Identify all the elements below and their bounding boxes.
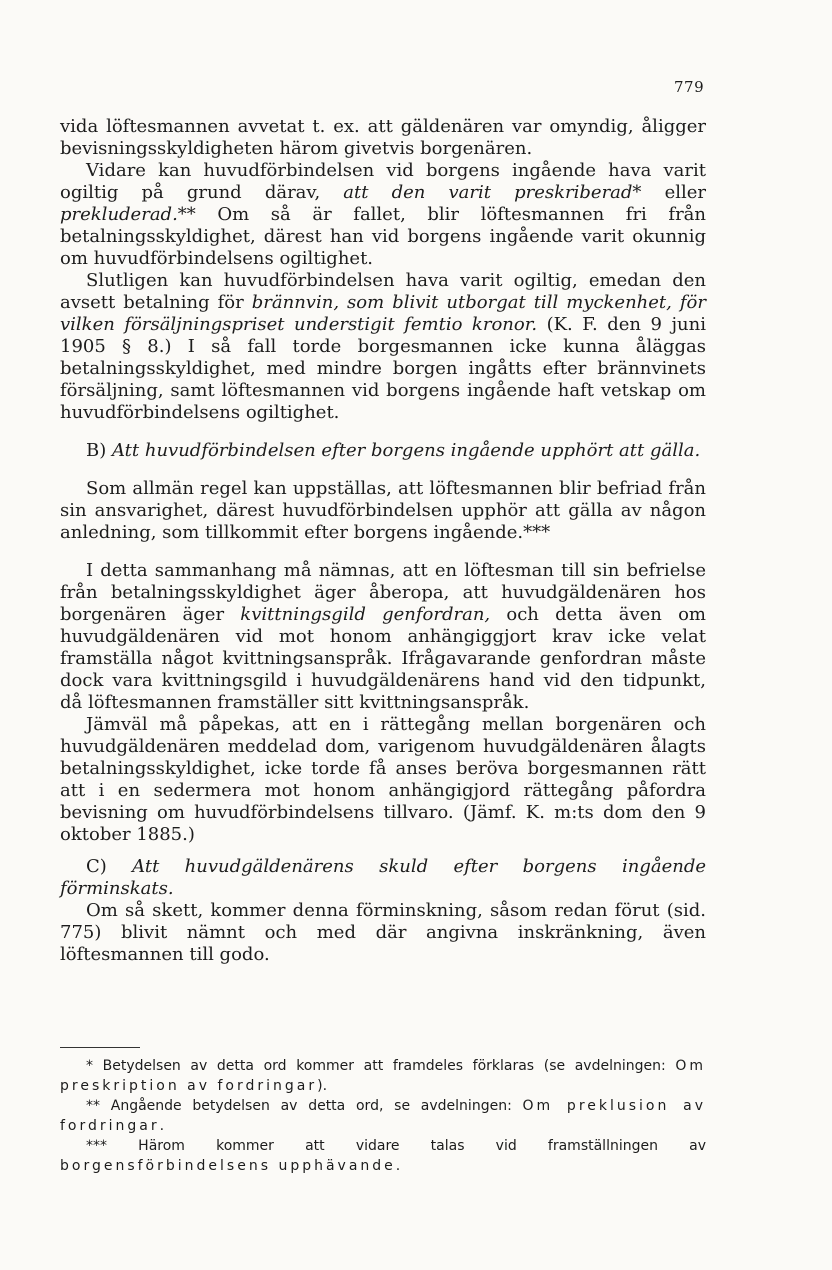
footnote-1: * Betydelsen av detta ord kommer att framdeles förklaras (se avdelningen: Om preskription av fordringar). [60, 1058, 707, 1094]
footnotes [60, 1056, 706, 1176]
section-label: C) [86, 856, 107, 877]
paragraph-1: vida löftesmannen avvetat t. ex. att gäldenären var omyndig, åligger bevisningsskyldigheten härom givetvis borgenären. [60, 116, 706, 159]
section-title: Att huvudgäldenärens skuld efter borgens ingående förminskats. [60, 856, 706, 899]
section-heading-c [60, 856, 706, 900]
emphasis: brännvin, som blivit utborgat till myckenhet, för vilken försäljningspriset understigit femtio kronor. [60, 292, 706, 335]
paragraph-6: Jämväl må påpekas, att en i rättegång mellan borgenären och huvudgäldenären meddelad dom, varigenom huvudgäldenären ålagts betalningsskyldighet, icke torde få anses beröva borgesmannen rätt att i en sedermera mot honom anhängigjord rättegång påfordra bevisning om huvudförbindelsens tillvaro. (Jämf. K. m:ts dom den 9 oktober 1885.) [60, 714, 706, 845]
emphasis: att den varit preskriberad* [343, 182, 642, 203]
paragraph-5: I detta sammanhang må nämnas, att en löftesman till sin befrielse från betalningsskyldighet äger åberopa, att huvudgäldenären hos borgenären äger kvittningsgild genfordran, och detta även om huvudgäldenären vid mot honom anhängiggjort krav icke velat framställa något kvittningsanspråk. Ifrågavarande genfordran måste dock vara kvittningsgild i huvudgäldenärens hand vid den tidpunkt, då löftesmannen framställer sitt kvittningsanspråk. [60, 560, 706, 713]
emphasis: kvittningsgild genfordran, [240, 604, 491, 625]
paragraph-7: Om så skett, kommer denna förminskning, såsom redan förut (sid. 775) blivit nämnt och med där angivna inskränkning, även löftesmannen till godo. [60, 900, 706, 965]
footnote-rule [60, 1047, 140, 1048]
paragraph-2: Vidare kan huvudförbindelsen vid borgens ingående hava varit ogiltig på grund därav, att den varit preskriberad* eller prekluderad.** Om så är fallet, blir löftesmannen fri från betalningsskyldighet, därest han vid borgens ingående varit okunnig om huvudförbindelsens ogiltighet. [60, 160, 706, 269]
emphasis: prekluderad.** [60, 204, 196, 225]
main-text [60, 116, 706, 966]
paragraph-3: Slutligen kan huvudförbindelsen hava varit ogiltig, emedan den avsett betalning för brännvin, som blivit utborgat till myckenhet, för vilken försäljningspriset understigit femtio kronor. (K. F. den 9 juni 1905 § 8.) I så fall torde borgesmannen icke kunna åläggas betalningsskyldighet, med mindre borgen ingåtts efter brännvinets försäljning, samt löftesmannen vid borgens ingående haft vetskap om huvudförbindelsens ogiltighet. [60, 270, 706, 423]
footnote-3: *** Härom kommer att vidare talas vid framställningen av borgensförbindelsens upphävande. [60, 1138, 706, 1174]
section-title: Att huvudförbindelsen efter borgens ingående upphört att gälla. [111, 440, 701, 461]
paragraph-4: Som allmän regel kan uppställas, att löftesmannen blir befriad från sin ansvarighet, därest huvudförbindelsen upphör att gälla av någon anledning, som tillkommit efter borgens ingående.*** [60, 478, 706, 543]
footnote-2: ** Angående betydelsen av detta ord, se avdelningen: Om preklusion av fordringar. [60, 1098, 706, 1134]
page-number: 779 [674, 78, 705, 96]
section-heading-b [60, 440, 706, 462]
section-label: B) [86, 440, 107, 461]
